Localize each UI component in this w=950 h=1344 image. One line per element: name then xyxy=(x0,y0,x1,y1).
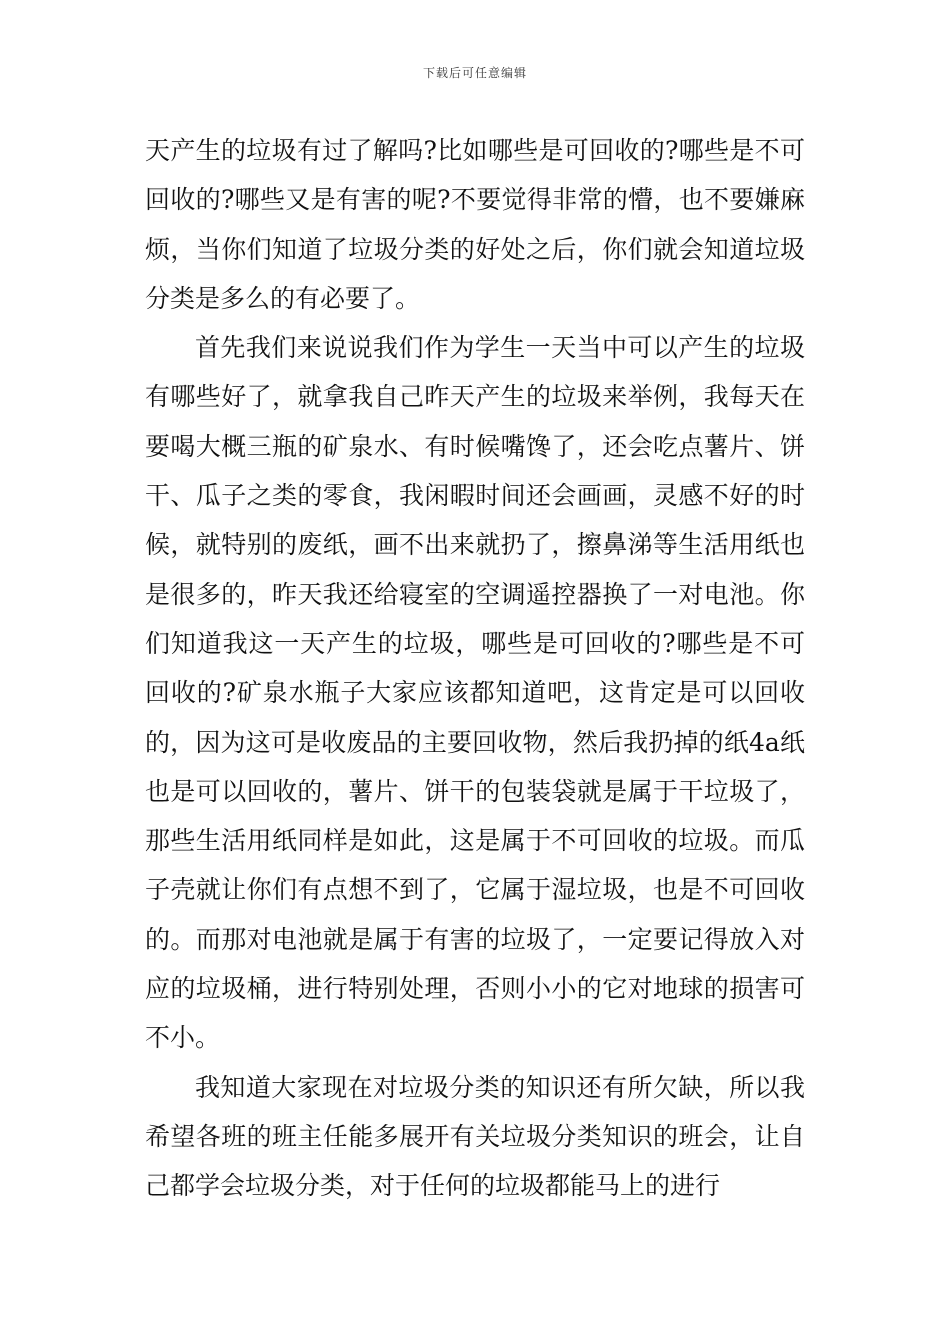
page-header: 下载后可任意编辑 xyxy=(422,66,527,80)
paragraph-3: 我知道大家现在对垃圾分类的知识还有所欠缺，所以我希望各班的班主任能多展开有关垃圾分类知识的班会，让自己都学会垃圾分类，对于任何的垃圾都能马上的进行 xyxy=(145,1072,805,1201)
paragraph-2: 首先我们来说说我们作为学生一天当中可以产生的垃圾有哪些好了，就拿我自己昨天产生的垃圾来举例，我每天在要喝大概三瓶的矿泉水、有时候嘴馋了，还会吃点薯片、饼干、瓜子之类的零食，我闲暇时间还会画画，灵感不好的时候，就特别的废纸，画不出来就扔了，擦鼻涕等生活用纸也是很多的，昨天我还给寝室的空调遥控器换了一对电池。你们知道我这一天产生的垃圾，哪些是可回收的?哪些是不可回收的?矿泉水瓶子大家应该都知道吧，这肯定是可以回收的，因为这可是收废品的主要回收物，然后我扔掉的纸4a纸也是可以回收的，薯片、饼干的包装袋就是属于干垃圾了，那些生活用纸同样是如此，这是属于不可回收的垃圾。而瓜子壳就让你们有点想不到了，它属于湿垃圾，也是不可回收的。而那对电池就是属于有害的垃圾了，一定要记得放入对应的垃圾桶，进行特别处理，否则小小的它对地球的损害可不小。 xyxy=(145,333,805,1053)
paragraph-1: 天产生的垃圾有过了解吗?比如哪些是可回收的?哪些是不可回收的?哪些又是有害的呢?不要觉得非常的懵，也不要嫌麻烦，当你们知道了垃圾分类的好处之后，你们就会知道垃圾分类是多么的有必要了。 xyxy=(145,136,805,313)
document-body xyxy=(145,126,805,1211)
